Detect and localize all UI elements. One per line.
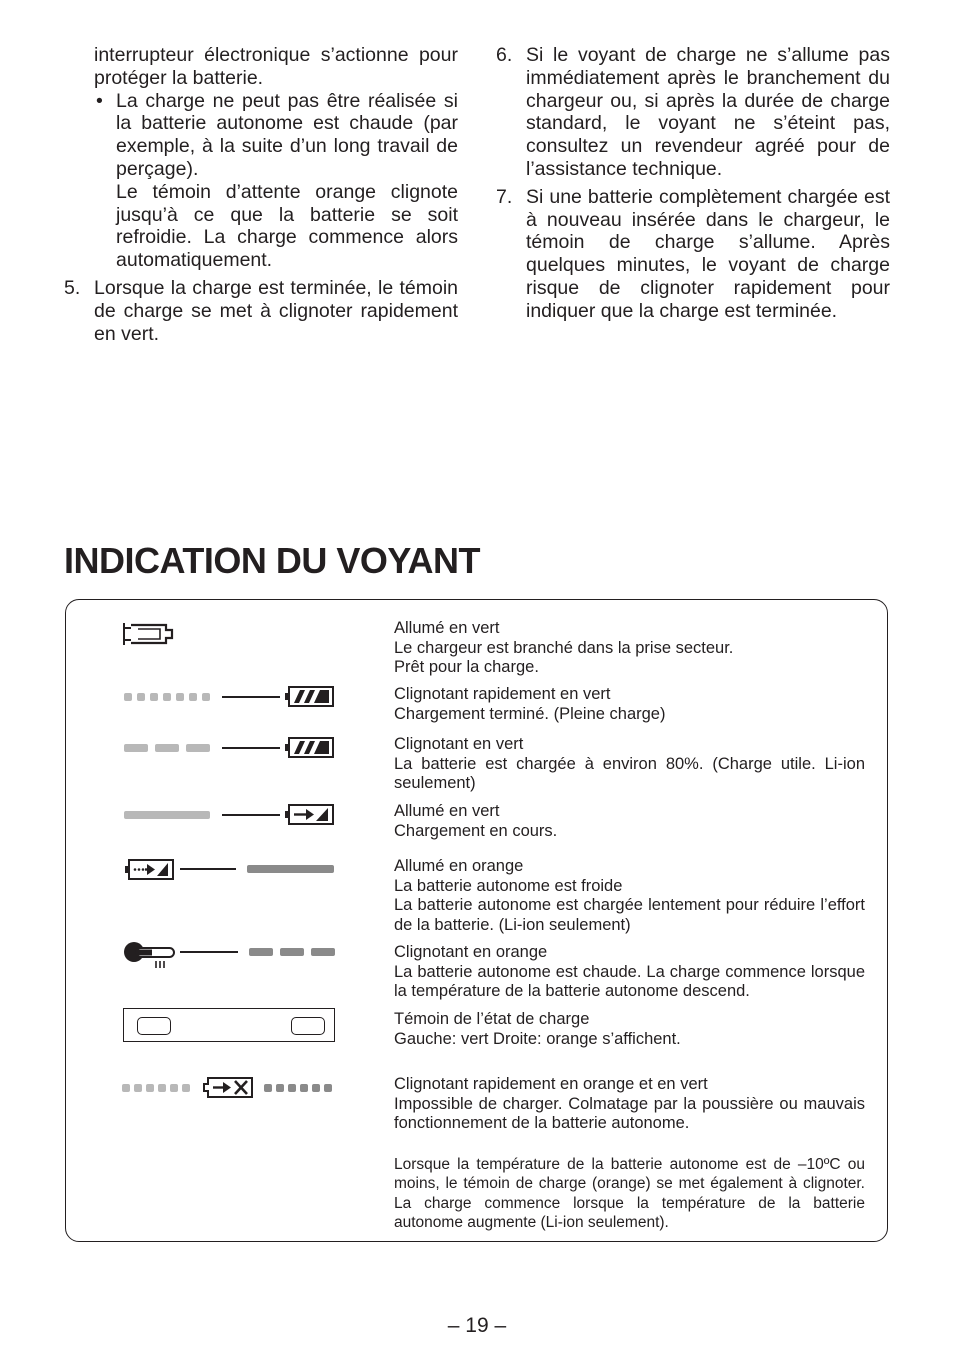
indication-6: [394, 1010, 865, 1049]
indication-1: [394, 685, 865, 724]
battery-charging-icon: [284, 803, 336, 827]
indication-3: [394, 802, 865, 841]
indication-title: Clignotant en vert: [394, 735, 524, 753]
list-number: 7.: [496, 185, 513, 208]
bullet-mark: •: [96, 89, 103, 112]
right-lamp: [291, 1017, 325, 1035]
left-lamp: [137, 1017, 171, 1035]
list-item-7: [496, 186, 890, 323]
indication-title: Allumé en orange: [394, 857, 524, 875]
bullet-paragraph-2: Le témoin d’attente orange clignote jusqu’à ce que la batterie se soit refroidie. La charge commence alors automatiquement.: [116, 180, 458, 272]
indication-title: Clignotant rapidement en orange et en vert: [394, 1075, 708, 1093]
plug-icon: [122, 620, 176, 648]
list-item-5: [64, 277, 458, 345]
thermometer-icon: [122, 941, 178, 971]
right-column: [496, 44, 890, 323]
section-title: INDICATION DU VOYANT: [64, 540, 481, 581]
indication-line: La batterie autonome est froide: [394, 876, 623, 895]
indication-line: Prêt pour la charge.: [394, 658, 539, 676]
connector-line: [222, 747, 280, 749]
battery-full-icon: [284, 685, 336, 709]
indication-5: [394, 943, 865, 1002]
connector-line: [180, 951, 238, 953]
indicator-lamps-icon: [123, 1008, 335, 1042]
indication-title: Allumé en vert: [394, 619, 500, 637]
connector-line: [180, 868, 236, 870]
indication-line: Gauche: vert Droite: orange s’affichent.: [394, 1029, 681, 1048]
continued-paragraph: interrupteur électronique s’actionne pour protéger la batterie.: [94, 44, 458, 89]
left-column: [64, 44, 458, 345]
list-item-6: [496, 44, 890, 181]
indication-line: La batterie autonome est chargée lentement pour réduire l’effort de la batterie. (Li-ion seulement): [394, 896, 865, 934]
indication-line: La batterie est chargée à environ 80%. (Charge utile. Li-ion seulement): [394, 754, 865, 792]
indication-0: [394, 619, 865, 678]
bullet-paragraph-1: La charge ne peut pas être réalisée si la batterie autonome est chaude (par exemple, à la suite d’un long travail de perçage).: [116, 89, 458, 180]
charge-error-icon: [203, 1076, 255, 1100]
connector-line: [222, 696, 280, 698]
indication-line: Chargement terminé. (Pleine charge): [394, 704, 666, 723]
list-number: 5.: [64, 276, 81, 299]
indicator-table: [65, 599, 888, 1242]
battery-full-icon: [284, 736, 336, 760]
steady-light-bar: [124, 811, 210, 819]
indication-title: Clignotant rapidement en vert: [394, 685, 611, 703]
connector-line: [222, 814, 280, 816]
list-number: 6.: [496, 44, 513, 66]
indication-4: [394, 857, 865, 935]
list-text: Si le voyant de charge ne s’allume pas immédiatement après le branchement du chargeur ou, si après la durée de charge standard, le voyant ne s’éteint pas, consultez un revendeur agréé pour de l’assistance technique.: [526, 44, 890, 180]
list-text: Si une batterie complètement chargée est à nouveau insérée dans le chargeur, le témoin de charge s’allume. Après quelques minutes, le voyant de charge risque de clignoter rapidement pour indiquer que la charge est terminée.: [526, 185, 890, 322]
battery-slow-charge-icon: [124, 858, 176, 882]
list-text: Lorsque la charge est terminée, le témoin de charge se met à clignoter rapidement en vert.: [94, 276, 458, 345]
indication-line: La batterie autonome est chaude. La charge commence lorsque la température de la batterie autonome descend.: [394, 962, 865, 1000]
steady-orange-bar: [247, 865, 334, 873]
indication-title: Allumé en vert: [394, 802, 500, 820]
indication-line: Impossible de charger. Colmatage par la poussière ou mauvais fonctionnement de la batterie autonome.: [394, 1094, 865, 1132]
indication-2: [394, 735, 865, 794]
indication-title: Témoin de l’état de charge: [394, 1010, 590, 1028]
indication-7: [394, 1075, 865, 1134]
indication-line: Le chargeur est branché dans la prise secteur.: [394, 638, 734, 657]
bullet-item: [64, 90, 458, 272]
temperature-note: Lorsque la température de la batterie autonome est de –10ºC ou moins, le témoin de charge (orange) se met également à clignoter. La charge commence lorsque la température de la batterie autonome augmente (Li-ion seulement).: [394, 1156, 865, 1231]
page-number: – 19 –: [447, 1314, 507, 1337]
indication-line: Chargement en cours.: [394, 821, 558, 840]
indication-title: Clignotant en orange: [394, 943, 548, 961]
